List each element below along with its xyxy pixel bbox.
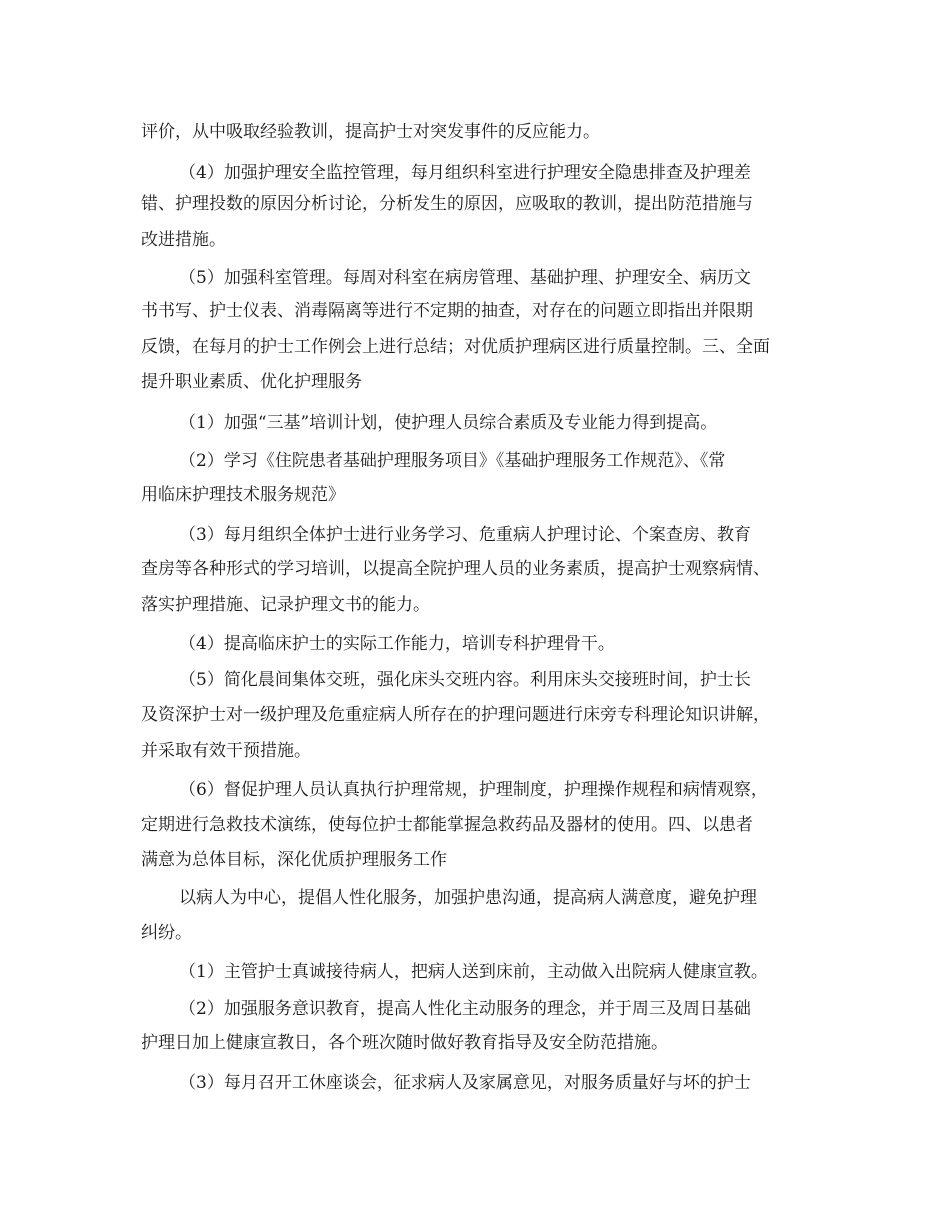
text-line: （5）加强科室管理。每周对科室在病房管理、基础护理、护理安全、病历文 <box>179 268 751 288</box>
text-line: （1）加强“三基”培训计划，使护理人员综合素质及专业能力得到提高。 <box>179 413 718 433</box>
text-line: 评价，从中吸取经验教训，提高护士对突发事件的反应能力。 <box>141 122 600 142</box>
text-line: （5）简化晨间集体交班，强化床头交班内容。利用床头交接班时间，护士长 <box>179 670 751 690</box>
text-line: 落实护理措施、记录护理文书的能力。 <box>141 595 430 615</box>
text-line: （3）每月组织全体护士进行业务学习、危重病人护理讨论、个案查房、教育 <box>179 525 751 545</box>
text-line: 并采取有效干预措施。 <box>141 741 311 761</box>
text-line: （4）提高临床护士的实际工作能力，培训专科护理骨干。 <box>179 634 615 654</box>
text-line: 提升职业素质、优化护理服务 <box>141 372 362 392</box>
text-line: 纠纷。 <box>141 923 192 943</box>
text-line: （2）学习《住院患者基础护理服务项目》《基础护理服务工作规范》、《常 <box>179 451 726 471</box>
text-line: （6）督促护理人员认真执行护理常规，护理制度，护理操作规程和病情观察， <box>179 780 768 800</box>
text-line: 及资深护士对一级护理及危重症病人所存在的护理问题进行床旁专科理论知识讲解， <box>141 705 770 725</box>
text-line: 错、护理投数的原因分析讨论，分析发生的原因，应吸取的教训，提出防范措施与 <box>141 194 753 214</box>
text-line: 以病人为中心，提倡人性化服务，加强护患沟通，提高病人满意度，避免护理 <box>179 888 757 908</box>
text-line: 书书写、护士仪表、消毒隔离等进行不定期的抽查，对存在的问题立即指出并限期 <box>141 301 753 321</box>
text-line: 满意为总体目标，深化优质护理服务工作 <box>141 850 447 870</box>
text-line: 护理日加上健康宣教日，各个班次随时做好教育指导及安全防范措施。 <box>141 1033 668 1053</box>
text-line: （4）加强护理安全监控管理，每月组织科室进行护理安全隐患排查及护理差 <box>179 163 751 183</box>
text-line: （2）加强服务意识教育，提高人性化主动服务的理念，并于周三及周日基础 <box>179 999 751 1019</box>
text-line: 用临床护理技术服务规范》 <box>141 485 345 505</box>
text-line: 查房等各种形式的学习培训，以提高全院护理人员的业务素质，提高护士观察病情、 <box>141 559 770 579</box>
text-line: （1）主管护士真诚接待病人，把病人送到床前，主动做入出院病人健康宣教。 <box>179 962 768 982</box>
text-line: 反馈，在每月的护士工作例会上进行总结；对优质护理病区进行质量控制。三、全面 <box>141 337 770 357</box>
text-line: 定期进行急救技术演练，使每位护士都能掌握急救药品及器材的使用。四、以患者 <box>141 815 753 835</box>
text-line: （3）每月召开工休座谈会，征求病人及家属意见，对服务质量好与坏的护士 <box>179 1073 751 1093</box>
text-line: 改进措施。 <box>141 230 226 250</box>
